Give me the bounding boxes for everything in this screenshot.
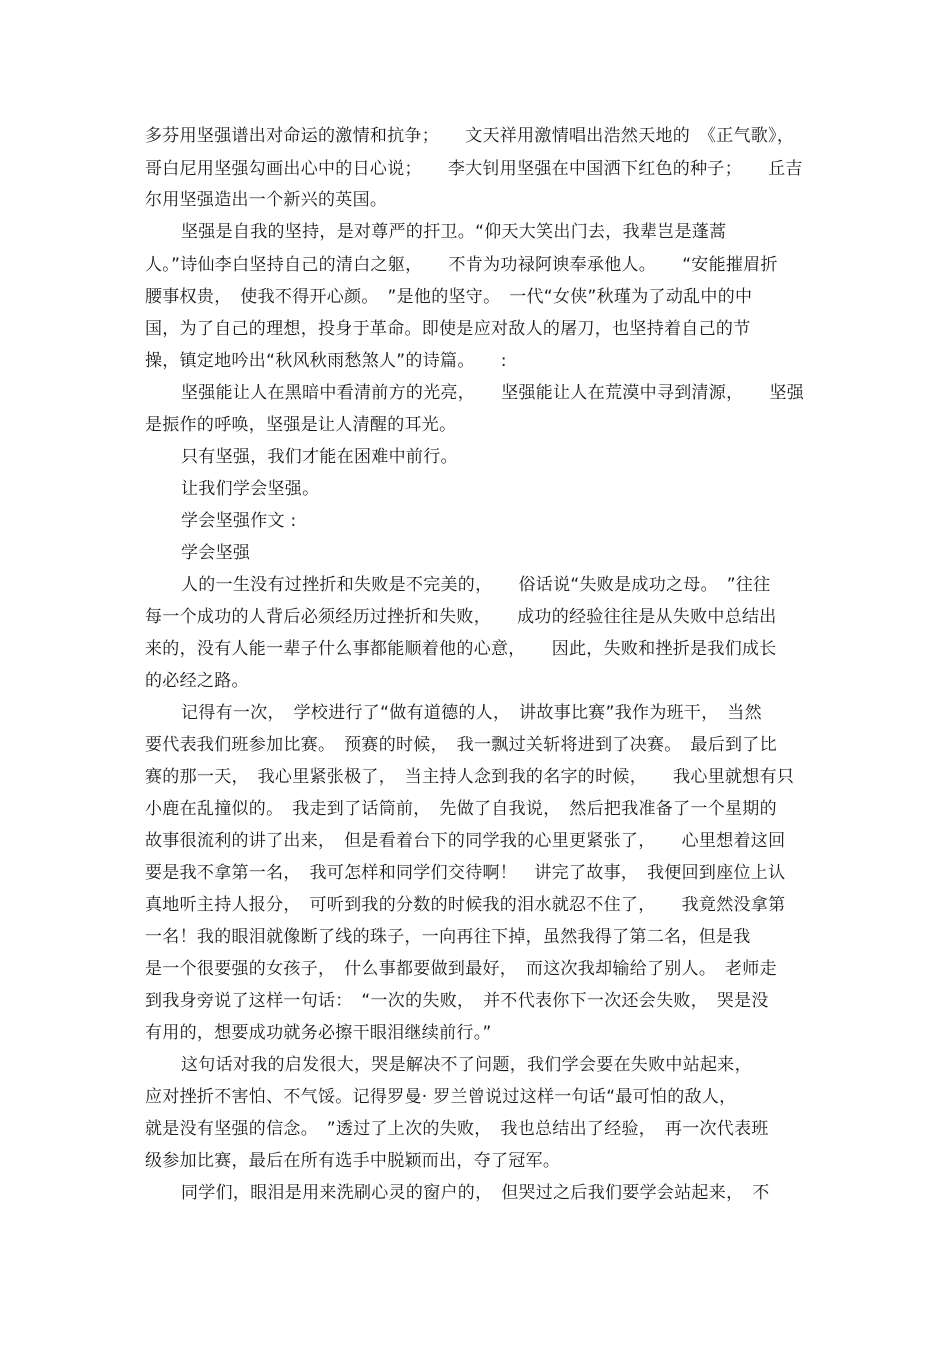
text-line: 应对挫折不害怕、不气馁。记得罗曼· 罗兰曾说过这样一句话“最可怕的敌人， — [145, 1087, 737, 1107]
text-line: 要代表我们班参加比赛。 预赛的时候， 我一飘过关斩将进到了决赛。 最后到了比 — [145, 735, 777, 755]
paragraph-start-line: 人的一生没有过挫折和失败是不完美的， 俗话说“失败是成功之母。 ”往往 — [181, 575, 771, 595]
text-line: 赛的那一天， 我心里紧张极了， 当主持人念到我的名字的时候， 我心里就想有只 — [145, 767, 795, 787]
text-line: 级参加比赛，最后在所有选手中脱颖而出，夺了冠军。 — [145, 1151, 561, 1171]
text-line: 腰事权贵， 使我不得开心颜。 ”是他的坚守。 一代“女侠”秋瑾为了动乱中的中 — [145, 287, 753, 307]
text-line: 故事很流利的讲了出来， 但是看着台下的同学我的心里更紧张了， 心里想着这回 — [145, 831, 786, 851]
text-line: 小鹿在乱撞似的。 我走到了话筒前， 先做了自我说， 然后把我准备了一个星期的 — [145, 799, 777, 819]
text-line: 要是我不拿第一名， 我可怎样和同学们交待啊！ 讲完了故事， 我便回到座位上认 — [145, 863, 786, 883]
text-line: 的必经之路。 — [145, 671, 249, 691]
text-line: 就是没有坚强的信念。 ”透过了上次的失败， 我也总结出了经验， 再一次代表班 — [145, 1119, 769, 1139]
text-line: 到我身旁说了这样一句话： “一次的失败， 并不代表你下一次还会失败， 哭是没 — [145, 991, 769, 1011]
text-line: 有用的，想要成功就务必擦干眼泪继续前行。” — [145, 1023, 492, 1043]
text-line: 国，为了自己的理想，投身于革命。即使是应对敌人的屠刀，也坚持着自己的节 — [145, 319, 751, 339]
paragraph-start-line: 让我们学会坚强。 — [181, 479, 320, 499]
text-line: 每一个成功的人背后必须经历过挫折和失败， 成功的经验往往是从失败中总结出 — [145, 607, 777, 627]
essay-heading: 学会坚强作文 : — [181, 511, 297, 531]
text-line: 来的，没有人能一辈子什么事都能顺着他的心意， 因此，失败和挫折是我们成长 — [145, 639, 777, 659]
paragraph-start-line: 这句话对我的启发很大，哭是解决不了问题，我们学会要在失败中站起来， — [181, 1055, 752, 1075]
text-line: 操，镇定地吟出“秋风秋雨愁煞人”的诗篇。 : — [145, 351, 507, 371]
paragraph-start-line: 坚强是自我的坚持，是对尊严的扞卫。“仰天大笑出门去，我辈岂是蓬蒿 — [181, 222, 727, 242]
text-line: 真地听主持人报分， 可听到我的分数的时候我的泪水就忍不住了， 我竟然没拿第 — [145, 895, 786, 915]
essay-title: 学会坚强 — [181, 543, 251, 563]
text-line: 哥白尼用坚强勾画出心中的日心说； 李大钊用坚强在中国洒下红色的种子； 丘吉 — [145, 159, 803, 179]
paragraph-start-line: 只有坚强，我们才能在困难中前行。 — [181, 447, 458, 467]
text-line: 尔用坚强造出一个新兴的英国。 — [145, 190, 388, 210]
paragraph-start-line: 同学们，眼泪是用来洗刷心灵的窗户的， 但哭过之后我们要学会站起来， 不 — [181, 1183, 770, 1203]
text-line: 多芬用坚强谱出对命运的激情和抗争； 文天祥用激情唱出浩然天地的 《正气歌》， — [145, 126, 795, 146]
paragraph-start-line: 坚强能让人在黑暗中看清前方的光亮， 坚强能让人在荒漠中寻到清源， 坚强 — [181, 383, 805, 403]
text-line: 一名！我的眼泪就像断了线的珠子，一向再往下掉，虽然我得了第二名，但是我 — [145, 927, 751, 947]
text-line: 人。”诗仙李白坚持自己的清白之躯， 不肯为功禄阿谀奉承他人。 “安能摧眉折 — [145, 255, 778, 275]
text-line: 是一个很要强的女孩子， 什么事都要做到最好， 而这次我却输给了别人。 老师走 — [145, 959, 777, 979]
paragraph-start-line: 记得有一次， 学校进行了“做有道德的人， 讲故事比赛”我作为班干， 当然 — [181, 703, 762, 723]
text-line: 是振作的呼唤，坚强是让人清醒的耳光。 — [145, 415, 457, 435]
